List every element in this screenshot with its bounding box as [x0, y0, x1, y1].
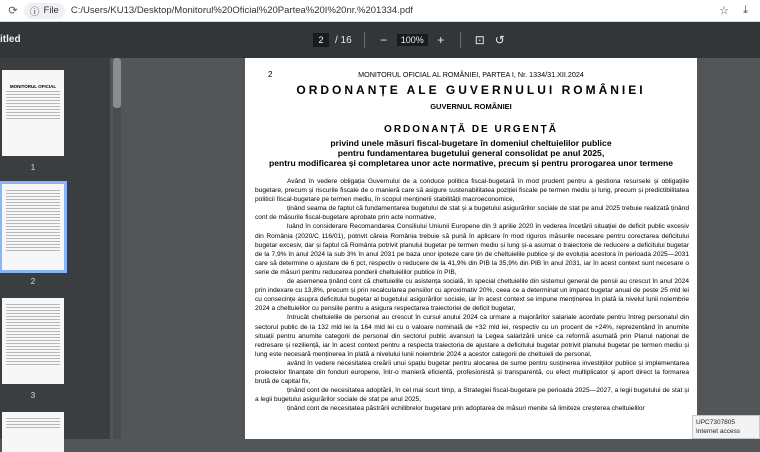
thumbnail-page-3[interactable] [2, 298, 64, 384]
paragraph: luând în considerare Recomandarea Consiliului Uniunii Europene din 3 aprilie 2020 în vederea încetării situației de deficit public excesiv din România (2020/C 116/01), potrivit căreia România trebuie să pună în aplicare în mod riguros măsurile necesare pentru corectarea deficitului bugetar excesiv, dar și faptul că România potrivit planului bugetar pe termen mediu și lung și-a asumat o traiectorie de reducere a deficitului bugetar de la 7,9% în anul 2024 la sub 3% în anul 2031 pe baza unor ipoteze care țin de cheltuielile publice și de evoluția acestora în perioada 2025—2031 care să determine o ajustare de 6 pct, respectiv o reducere de la 41,9% din PIB la 35,9% din PIB în anul 2031, iar în acest context sunt necesare o serie de măsuri pentru reducerea ponderii cheltuielilor publice în PIB, [255, 223, 689, 276]
scrollbar-thumb[interactable] [113, 58, 121, 108]
section-title: ORDONANȚE ALE GUVERNULUI ROMÂNIEI [296, 83, 646, 97]
download-icon[interactable]: ⤓ [743, 4, 748, 16]
fit-page-icon[interactable]: ⊡ [474, 33, 485, 47]
paragraph: Având în vedere obligația Guvernului de a conduce politica fiscal-bugetară în mod prudent pentru a gestiona resursele și obligațiile bugetare, precum și riscurile fiscale de o manieră care să asigure sustenabilitatea poziției fiscale pe termen mediu și lung, precum și predictibilitatea politicii fiscal-bugetare pe termen mediu, în scopul menținerii stabilității macroeconomice, [255, 178, 689, 204]
paragraph: ținând seama de faptul că fundamentarea bugetului de stat și a bugetului asigurărilor sociale de stat pe anul 2025 trebuie realizată ținând cont de măsurile fiscal-bugetare aprobate prin acte normative, [255, 205, 689, 222]
running-header: MONITORUL OFICIAL AL ROMÂNIEI, PARTEA I, Nr. 1334/31.XII.2024 [358, 70, 584, 79]
rotate-icon[interactable]: ↺ [494, 33, 505, 47]
body-text [255, 177, 689, 413]
network-name: UPC7307805 [696, 419, 736, 426]
zoom-in-button[interactable]: + [437, 33, 445, 47]
file-chip[interactable] [24, 3, 65, 19]
sidebar-scrollbar[interactable] [113, 58, 121, 439]
address-bar [0, 0, 760, 22]
pdf-toolbar [0, 22, 760, 58]
paragraph: de asemenea ținând cont că cheltuielile cu asistența socială, în special cheltuielile din sistemul general de pensii au crescut în anul 2024 prin indexare cu 13,8%, precum și prin recalcularea pensiilor cu aproximativ 20%, ceea ce a determinat un impact bugetar anual de peste 25 mld lei cu consecințe asupra deficitului bugetar al bugetului asigurărilor sociale, iar în acest context se impune menținerea în plată la nivelul lunii noiembrie 2024 a cheltuielilor cu pensiile pentru a asigura respectarea traiectoriei de deficit bugetar, [255, 278, 689, 313]
thumbnail-label-2: 2 [30, 277, 36, 286]
paragraph: ținând cont de necesitatea adoptării, în cel mai scurt timp, a Strategiei fiscal-bugetare pe perioada 2025—2027, a legii bugetului de stat și a legii bugetului asigurărilor sociale de stat pe anul 2025, [255, 387, 689, 404]
page-total: / 16 [335, 34, 352, 46]
thumbnail-header: MONITORUL OFICIAL [9, 84, 57, 89]
toolbar-divider [460, 32, 461, 48]
act-type: ORDONANȚĂ DE URGENȚĂ [384, 124, 558, 135]
toolbar-divider [364, 32, 365, 48]
thumbnail-page-1[interactable] [2, 70, 64, 156]
zoom-out-button[interactable]: − [380, 33, 388, 47]
file-label: File [43, 5, 59, 16]
zoom-level[interactable]: 100% [397, 34, 428, 46]
network-notification[interactable] [692, 415, 760, 439]
reload-icon[interactable]: ⟳ [8, 5, 18, 17]
pdf-page [245, 58, 697, 439]
thumbnail-label-1: 1 [30, 163, 36, 172]
star-icon[interactable]: ☆ [719, 5, 730, 17]
issuer: GUVERNUL ROMÂNIEI [430, 102, 512, 111]
thumbnail-page-2[interactable] [2, 184, 64, 270]
act-title-line: pentru fundamentarea bugetului general consolidat pe anul 2025, [337, 148, 605, 158]
act-title-line: privind unele măsuri fiscal-bugetare în domeniul cheltuielilor publice [330, 138, 612, 148]
network-status: Internet access [696, 428, 741, 435]
thumbnail-page-4[interactable] [2, 412, 64, 452]
act-title-line: pentru modificarea și completarea unor acte normative, precum și pentru prorogarea unor termene [268, 158, 673, 168]
page-number-input[interactable]: 2 [313, 33, 329, 47]
paragraph: ținând cont de necesitatea păstrării echilibrelor bugetare prin adoptarea de măsuri menite să limiteze creșterea cheltuielilor [287, 405, 645, 413]
info-icon: ⓘ [30, 6, 40, 18]
paragraph: întrucât cheltuielile de personal au crescut în cursul anului 2024 ca urmare a majorărilor salariale acordate pentru întreg personalul din sectorul public de la 132 mld lei la 164 mld lei cu o valoare nominală de +32 mld lei, respectiv cu un procent de +24%, reprezentând în anumite situații pentru anumite categorii de personal din sectorul public avansuri la Legea salarizării unice ca reformă asumată prin Planul național de redresare și reziliență, iar în acest context pentru a respecta traiectoria de ajustare a deficitului bugetar potrivit planului bugetar pe termen mediu și lung este necesară menținerea în plată a nivelului lunii noiembrie 2024 a acestor categorii de cheltuieli de personal, [255, 314, 689, 358]
document-title: itled [0, 34, 21, 45]
thumbnail-label-3: 3 [30, 391, 36, 400]
thumbnail-sidebar [0, 58, 110, 439]
paragraph: având în vedere necesitatea creării unui spațiu bugetar pentru alocarea de sume pentru susținerea investițiilor publice și implementarea proiectelor finanțate din fonduri europene, într-o manieră eficientă, profesionistă și transparentă, cu efect multiplicator și aport direct la formarea brută de capital fix, [255, 359, 689, 386]
page-number: 2 [268, 70, 273, 79]
url-text[interactable]: C:/Users/KU13/Desktop/Monitorul%20Oficial%20Partea%20I%20nr.%201334.pdf [70, 5, 414, 16]
